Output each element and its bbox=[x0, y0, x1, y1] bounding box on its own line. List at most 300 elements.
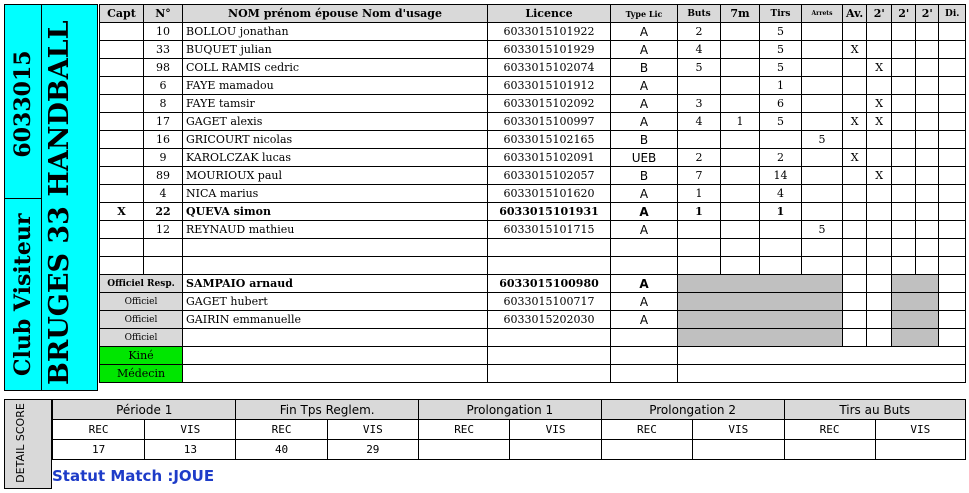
player-buts bbox=[678, 131, 721, 149]
player-tirs: 1 bbox=[760, 203, 802, 221]
roster-header-row bbox=[100, 5, 966, 23]
official-role: Officiel bbox=[100, 293, 183, 311]
player-name: REYNAUD mathieu bbox=[183, 221, 488, 239]
player-row bbox=[100, 77, 966, 95]
player-buts: 4 bbox=[678, 41, 721, 59]
player-licence: 6033015101929 bbox=[488, 41, 611, 59]
empty-row bbox=[100, 257, 966, 275]
score-rec-value bbox=[418, 440, 509, 460]
player-seven bbox=[721, 23, 760, 41]
empty-cell bbox=[721, 239, 760, 257]
player-name: KAROLCZAK lucas bbox=[183, 149, 488, 167]
player-name: BOLLOU jonathan bbox=[183, 23, 488, 41]
empty-cell bbox=[916, 257, 939, 275]
player-av bbox=[843, 131, 867, 149]
player-two2 bbox=[892, 41, 916, 59]
staff-type bbox=[611, 347, 678, 365]
player-name: COLL RAMIS cedric bbox=[183, 59, 488, 77]
empty-cell bbox=[611, 257, 678, 275]
player-av bbox=[843, 185, 867, 203]
player-two3 bbox=[916, 113, 939, 131]
player-row bbox=[100, 167, 966, 185]
player-type: B bbox=[611, 167, 678, 185]
player-two2 bbox=[892, 113, 916, 131]
player-arrets bbox=[802, 167, 843, 185]
staff-empty-cell bbox=[678, 347, 966, 365]
official-grey-cell bbox=[678, 329, 843, 347]
player-num: 33 bbox=[144, 41, 183, 59]
player-type: A bbox=[611, 185, 678, 203]
empty-cell bbox=[183, 239, 488, 257]
staff-role: Médecin bbox=[100, 365, 183, 383]
player-di bbox=[939, 203, 966, 221]
player-tirs: 5 bbox=[760, 23, 802, 41]
player-arrets bbox=[802, 185, 843, 203]
official-grey-cell bbox=[678, 293, 843, 311]
player-two3 bbox=[916, 59, 939, 77]
player-arrets bbox=[802, 59, 843, 77]
player-type: UEB bbox=[611, 149, 678, 167]
col-name: NOM prénom épouse Nom d'usage bbox=[183, 5, 488, 23]
player-type: B bbox=[611, 59, 678, 77]
player-licence: 6033015101931 bbox=[488, 203, 611, 221]
score-period-header: Tirs au Buts bbox=[784, 400, 966, 420]
player-tirs bbox=[760, 131, 802, 149]
player-num: 10 bbox=[144, 23, 183, 41]
col-capt: Capt bbox=[100, 5, 144, 23]
player-two1 bbox=[867, 23, 892, 41]
player-num: 6 bbox=[144, 77, 183, 95]
col-type: Type Lic bbox=[611, 5, 678, 23]
official-name: SAMPAIO arnaud bbox=[183, 275, 488, 293]
empty-cell bbox=[867, 239, 892, 257]
score-period-header: Prolongation 1 bbox=[418, 400, 601, 420]
player-two3 bbox=[916, 203, 939, 221]
player-di bbox=[939, 41, 966, 59]
player-tirs: 4 bbox=[760, 185, 802, 203]
player-two2 bbox=[892, 167, 916, 185]
player-two2 bbox=[892, 77, 916, 95]
player-num: 98 bbox=[144, 59, 183, 77]
official-grey-cell bbox=[678, 311, 843, 329]
player-arrets bbox=[802, 149, 843, 167]
club-role: Club Visiteur bbox=[10, 213, 36, 376]
player-type: A bbox=[611, 221, 678, 239]
empty-cell bbox=[939, 257, 966, 275]
col-num: N° bbox=[144, 5, 183, 23]
empty-cell bbox=[939, 239, 966, 257]
player-type: A bbox=[611, 41, 678, 59]
player-two1 bbox=[867, 131, 892, 149]
empty-cell bbox=[183, 257, 488, 275]
club-name: BRUGES 33 HANDBALL bbox=[44, 20, 75, 385]
score-vis-value bbox=[693, 440, 784, 460]
official-grey-cell bbox=[678, 275, 843, 293]
player-two2 bbox=[892, 203, 916, 221]
official-2min-cell bbox=[867, 311, 892, 329]
official-di-cell bbox=[939, 293, 966, 311]
player-name: NICA marius bbox=[183, 185, 488, 203]
empty-cell bbox=[100, 257, 144, 275]
player-di bbox=[939, 131, 966, 149]
empty-cell bbox=[488, 239, 611, 257]
official-row bbox=[100, 311, 966, 329]
official-row bbox=[100, 329, 966, 347]
player-av bbox=[843, 95, 867, 113]
empty-cell bbox=[611, 239, 678, 257]
official-role: Officiel bbox=[100, 311, 183, 329]
player-tirs: 14 bbox=[760, 167, 802, 185]
player-av bbox=[843, 59, 867, 77]
score-vis-label: VIS bbox=[145, 420, 236, 440]
player-two3 bbox=[916, 41, 939, 59]
score-vis-label: VIS bbox=[510, 420, 601, 440]
player-capt: X bbox=[100, 203, 144, 221]
club-panel bbox=[4, 4, 98, 391]
player-two2 bbox=[892, 149, 916, 167]
player-two1: X bbox=[867, 113, 892, 131]
score-vis-label: VIS bbox=[327, 420, 418, 440]
player-arrets bbox=[802, 77, 843, 95]
empty-cell bbox=[760, 257, 802, 275]
player-buts: 1 bbox=[678, 185, 721, 203]
player-seven bbox=[721, 185, 760, 203]
player-av: X bbox=[843, 41, 867, 59]
player-two3 bbox=[916, 185, 939, 203]
official-type: A bbox=[611, 275, 678, 293]
official-grey-cell bbox=[892, 329, 939, 347]
player-row bbox=[100, 59, 966, 77]
player-capt bbox=[100, 77, 144, 95]
player-type: A bbox=[611, 77, 678, 95]
player-name: MOURIOUX paul bbox=[183, 167, 488, 185]
player-tirs: 5 bbox=[760, 59, 802, 77]
player-two3 bbox=[916, 77, 939, 95]
player-two2 bbox=[892, 131, 916, 149]
empty-row bbox=[100, 239, 966, 257]
staff-empty-cell bbox=[678, 365, 966, 383]
player-seven bbox=[721, 149, 760, 167]
player-buts bbox=[678, 77, 721, 95]
score-period-header: Prolongation 2 bbox=[601, 400, 784, 420]
player-num: 17 bbox=[144, 113, 183, 131]
empty-cell bbox=[916, 239, 939, 257]
player-capt bbox=[100, 185, 144, 203]
col-2min-3: 2' bbox=[916, 5, 939, 23]
player-licence: 6033015102057 bbox=[488, 167, 611, 185]
player-type: B bbox=[611, 131, 678, 149]
score-vis-value: 13 bbox=[145, 440, 236, 460]
player-row bbox=[100, 113, 966, 131]
empty-cell bbox=[144, 239, 183, 257]
player-tirs: 1 bbox=[760, 77, 802, 95]
score-rec-value bbox=[601, 440, 692, 460]
player-row bbox=[100, 185, 966, 203]
staff-licence bbox=[488, 365, 611, 383]
score-vis-label: VIS bbox=[875, 420, 965, 440]
official-name: GAGET hubert bbox=[183, 293, 488, 311]
player-seven bbox=[721, 167, 760, 185]
empty-cell bbox=[843, 257, 867, 275]
official-av-cell bbox=[843, 311, 867, 329]
official-grey-cell bbox=[892, 275, 939, 293]
match-status: Statut Match :JOUE bbox=[52, 467, 215, 485]
score-rec-label: REC bbox=[53, 420, 145, 440]
player-num: 89 bbox=[144, 167, 183, 185]
player-row bbox=[100, 131, 966, 149]
player-av: X bbox=[843, 149, 867, 167]
staff-role: Kiné bbox=[100, 347, 183, 365]
player-two3 bbox=[916, 95, 939, 113]
score-rec-value: 17 bbox=[53, 440, 145, 460]
player-type: A bbox=[611, 203, 678, 221]
player-two1: X bbox=[867, 59, 892, 77]
player-type: A bbox=[611, 113, 678, 131]
player-capt bbox=[100, 59, 144, 77]
staff-name bbox=[183, 365, 488, 383]
empty-cell bbox=[802, 257, 843, 275]
player-di bbox=[939, 185, 966, 203]
player-seven bbox=[721, 41, 760, 59]
official-role: Officiel bbox=[100, 329, 183, 347]
roster-table bbox=[99, 4, 966, 383]
official-licence: 6033015202030 bbox=[488, 311, 611, 329]
official-role: Officiel Resp. bbox=[100, 275, 183, 293]
player-num: 9 bbox=[144, 149, 183, 167]
player-av bbox=[843, 23, 867, 41]
player-two1 bbox=[867, 185, 892, 203]
player-num: 22 bbox=[144, 203, 183, 221]
col-di: Di. bbox=[939, 5, 966, 23]
player-av: X bbox=[843, 113, 867, 131]
player-name: GAGET alexis bbox=[183, 113, 488, 131]
player-name: FAYE mamadou bbox=[183, 77, 488, 95]
official-2min-cell bbox=[867, 275, 892, 293]
player-two1 bbox=[867, 221, 892, 239]
player-licence: 6033015102091 bbox=[488, 149, 611, 167]
player-tirs: 5 bbox=[760, 113, 802, 131]
player-arrets bbox=[802, 41, 843, 59]
official-grey-cell bbox=[892, 311, 939, 329]
staff-row bbox=[100, 365, 966, 383]
player-two3 bbox=[916, 221, 939, 239]
player-type: A bbox=[611, 23, 678, 41]
score-vis-value bbox=[875, 440, 965, 460]
player-capt bbox=[100, 113, 144, 131]
player-two2 bbox=[892, 185, 916, 203]
player-licence: 6033015101912 bbox=[488, 77, 611, 95]
player-av bbox=[843, 203, 867, 221]
player-type: A bbox=[611, 95, 678, 113]
score-period-header: Période 1 bbox=[53, 400, 236, 420]
official-av-cell bbox=[843, 275, 867, 293]
official-2min-cell bbox=[867, 293, 892, 311]
player-two1 bbox=[867, 77, 892, 95]
player-di bbox=[939, 59, 966, 77]
player-row bbox=[100, 95, 966, 113]
staff-row bbox=[100, 347, 966, 365]
col-licence: Licence bbox=[488, 5, 611, 23]
player-row bbox=[100, 203, 966, 221]
player-buts: 2 bbox=[678, 23, 721, 41]
empty-cell bbox=[802, 239, 843, 257]
player-licence: 6033015102074 bbox=[488, 59, 611, 77]
player-capt bbox=[100, 167, 144, 185]
player-seven bbox=[721, 95, 760, 113]
detail-score-label-box bbox=[4, 399, 52, 489]
official-name bbox=[183, 329, 488, 347]
player-buts: 7 bbox=[678, 167, 721, 185]
score-rec-label: REC bbox=[418, 420, 509, 440]
empty-cell bbox=[760, 239, 802, 257]
col-arrets: Arrets bbox=[802, 5, 843, 23]
player-row bbox=[100, 41, 966, 59]
player-seven bbox=[721, 59, 760, 77]
player-two3 bbox=[916, 149, 939, 167]
player-di bbox=[939, 95, 966, 113]
official-av-cell bbox=[843, 329, 867, 347]
player-buts: 5 bbox=[678, 59, 721, 77]
player-capt bbox=[100, 23, 144, 41]
player-num: 12 bbox=[144, 221, 183, 239]
official-row bbox=[100, 275, 966, 293]
player-two2 bbox=[892, 23, 916, 41]
player-seven: 1 bbox=[721, 113, 760, 131]
official-licence: 6033015100717 bbox=[488, 293, 611, 311]
official-av-cell bbox=[843, 293, 867, 311]
score-rec-label: REC bbox=[601, 420, 692, 440]
player-tirs: 2 bbox=[760, 149, 802, 167]
player-two3 bbox=[916, 23, 939, 41]
player-name: BUQUET julian bbox=[183, 41, 488, 59]
player-arrets: 5 bbox=[802, 221, 843, 239]
col-2min-1: 2' bbox=[867, 5, 892, 23]
player-name: QUEVA simon bbox=[183, 203, 488, 221]
empty-cell bbox=[867, 257, 892, 275]
empty-cell bbox=[843, 239, 867, 257]
player-arrets bbox=[802, 113, 843, 131]
col-av: Av. bbox=[843, 5, 867, 23]
player-two1 bbox=[867, 41, 892, 59]
score-period-header: Fin Tps Reglem. bbox=[236, 400, 419, 420]
player-capt bbox=[100, 221, 144, 239]
official-licence bbox=[488, 329, 611, 347]
player-two1: X bbox=[867, 95, 892, 113]
player-licence: 6033015101922 bbox=[488, 23, 611, 41]
player-arrets bbox=[802, 23, 843, 41]
empty-cell bbox=[892, 239, 916, 257]
staff-name bbox=[183, 347, 488, 365]
club-code: 6033015 bbox=[10, 50, 36, 158]
official-type: A bbox=[611, 311, 678, 329]
player-row bbox=[100, 23, 966, 41]
player-di bbox=[939, 113, 966, 131]
official-type: A bbox=[611, 293, 678, 311]
official-di-cell bbox=[939, 275, 966, 293]
empty-cell bbox=[488, 257, 611, 275]
player-seven bbox=[721, 221, 760, 239]
player-capt bbox=[100, 95, 144, 113]
score-rec-label: REC bbox=[236, 420, 327, 440]
player-licence: 6033015101715 bbox=[488, 221, 611, 239]
player-capt bbox=[100, 149, 144, 167]
col-tirs: Tirs bbox=[760, 5, 802, 23]
player-tirs bbox=[760, 221, 802, 239]
player-di bbox=[939, 149, 966, 167]
player-di bbox=[939, 23, 966, 41]
staff-type bbox=[611, 365, 678, 383]
player-two1: X bbox=[867, 167, 892, 185]
player-capt bbox=[100, 131, 144, 149]
official-licence: 6033015100980 bbox=[488, 275, 611, 293]
official-di-cell bbox=[939, 329, 966, 347]
player-licence: 6033015102092 bbox=[488, 95, 611, 113]
staff-licence bbox=[488, 347, 611, 365]
player-licence: 6033015100997 bbox=[488, 113, 611, 131]
score-rec-value bbox=[784, 440, 875, 460]
player-num: 4 bbox=[144, 185, 183, 203]
player-name: FAYE tamsir bbox=[183, 95, 488, 113]
player-buts: 3 bbox=[678, 95, 721, 113]
empty-cell bbox=[892, 257, 916, 275]
player-buts bbox=[678, 221, 721, 239]
col-2min-2: 2' bbox=[892, 5, 916, 23]
player-row bbox=[100, 221, 966, 239]
official-2min-cell bbox=[867, 329, 892, 347]
empty-cell bbox=[678, 257, 721, 275]
player-seven bbox=[721, 203, 760, 221]
player-two2 bbox=[892, 221, 916, 239]
player-tirs: 5 bbox=[760, 41, 802, 59]
player-licence: 6033015102165 bbox=[488, 131, 611, 149]
score-table bbox=[52, 399, 966, 460]
player-av bbox=[843, 167, 867, 185]
empty-cell bbox=[144, 257, 183, 275]
detail-score-label: DETAIL SCORE bbox=[14, 403, 27, 483]
player-arrets bbox=[802, 203, 843, 221]
player-arrets: 5 bbox=[802, 131, 843, 149]
player-av bbox=[843, 77, 867, 95]
player-row bbox=[100, 149, 966, 167]
player-di bbox=[939, 221, 966, 239]
player-name: GRICOURT nicolas bbox=[183, 131, 488, 149]
player-capt bbox=[100, 41, 144, 59]
score-rec-value: 40 bbox=[236, 440, 327, 460]
col-buts: Buts bbox=[678, 5, 721, 23]
player-arrets bbox=[802, 95, 843, 113]
player-two3 bbox=[916, 131, 939, 149]
player-tirs: 6 bbox=[760, 95, 802, 113]
player-num: 16 bbox=[144, 131, 183, 149]
official-grey-cell bbox=[892, 293, 939, 311]
player-av bbox=[843, 221, 867, 239]
official-type bbox=[611, 329, 678, 347]
player-num: 8 bbox=[144, 95, 183, 113]
empty-cell bbox=[678, 239, 721, 257]
official-name: GAIRIN emmanuelle bbox=[183, 311, 488, 329]
empty-cell bbox=[100, 239, 144, 257]
col-7m: 7m bbox=[721, 5, 760, 23]
player-buts: 2 bbox=[678, 149, 721, 167]
score-vis-value bbox=[510, 440, 601, 460]
official-row bbox=[100, 293, 966, 311]
player-buts: 1 bbox=[678, 203, 721, 221]
official-di-cell bbox=[939, 311, 966, 329]
score-vis-value: 29 bbox=[327, 440, 418, 460]
player-two2 bbox=[892, 95, 916, 113]
player-di bbox=[939, 77, 966, 95]
score-rec-label: REC bbox=[784, 420, 875, 440]
